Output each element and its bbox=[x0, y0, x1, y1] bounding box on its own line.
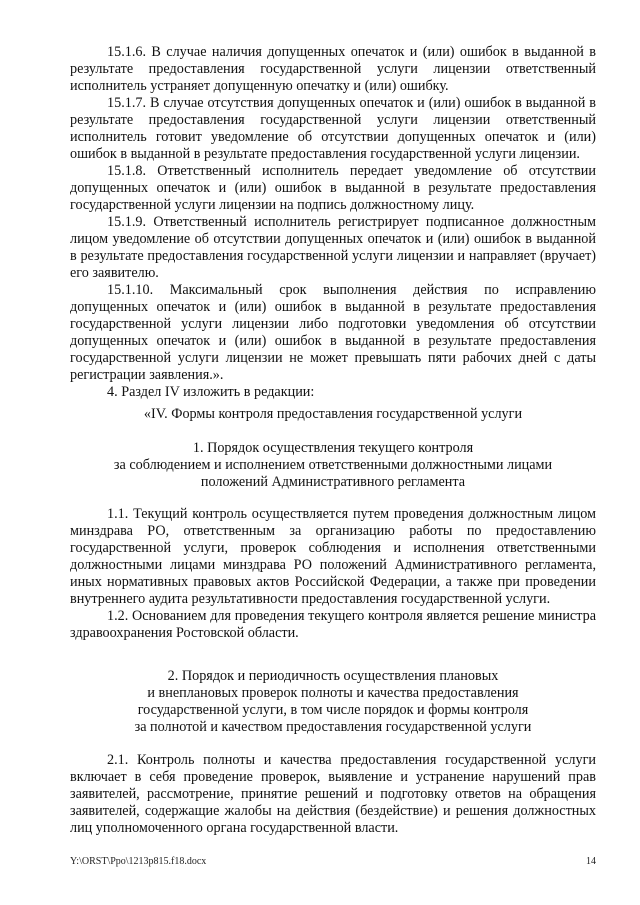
section-iv-heading bbox=[70, 406, 596, 423]
paragraph-1-1: 1.1. Текущий контроль осуществляется путем проведения должностным лицом минздрава РО, ответственным за организацию работы по предоставлению государственной услуги, проверок соблюдения и исполнения ответственными должностными лицами минздрава РО положений Административного регламента, иных нормативных правовых актов Российской Федерации, а также при проведении внутреннего аудита результативности предоставления государственной услуги. bbox=[70, 506, 596, 607]
subsection-1-body bbox=[70, 506, 596, 642]
paragraph-4: 4. Раздел IV изложить в редакции: bbox=[107, 384, 315, 400]
subsection-1-line-1: 1. Порядок осуществления текущего контроля bbox=[192, 440, 474, 456]
paragraph-15-1-9: 15.1.9. Ответственный исполнитель регистрирует подписанное должностным лицом уведомление об отсутствии допущенных опечаток и (или) ошибок в выданной в результате предоставления государственной услуги лицензии и направляет (вручает) его заявителю. bbox=[70, 214, 596, 281]
paragraph-15-1-6: 15.1.6. В случае наличия допущенных опечаток и (или) ошибок в выданной в результате предоставления государственной услуги лицензии ответственный исполнитель устраняет допущенную опечатку и (или) ошибку. bbox=[70, 44, 596, 94]
subsection-1-line-2: за соблюдением и исполнением ответственными должностными лицами bbox=[113, 457, 553, 473]
page-number: 14 bbox=[586, 856, 596, 867]
subsection-2-heading bbox=[70, 668, 596, 736]
subsection-2-line-3: государственной услуги, в том числе порядок и формы контроля bbox=[137, 702, 529, 718]
file-path: Y:\ORST\Ppo\1213p815.f18.docx bbox=[70, 856, 207, 867]
body-text-top bbox=[70, 44, 596, 401]
paragraph-2-1: 2.1. Контроль полноты и качества предоставления государственной услуги включает в себя проведение проверок, выявление и устранение нарушений прав заявителей, рассмотрение, принятие решений и подготовку ответов на обращения заявителей, содержащие жалобы на действия (бездействие) и решения должностных лиц уполномоченного органа государственной власти. bbox=[70, 752, 596, 836]
paragraph-15-1-10: 15.1.10. Максимальный срок выполнения действия по исправлению допущенных опечаток и (или) ошибок в выданной в результате предоставления государственной услуги лицензии либо подготовки уведомления об отсутствии допущенных опечаток и (или) ошибок в выданной в результате предоставления государственной услуги лицензии не может превышать пяти рабочих дней с даты регистрации заявления.». bbox=[70, 282, 596, 383]
subsection-2-line-1: 2. Порядок и периодичность осуществления плановых bbox=[167, 668, 499, 684]
subsection-2-body bbox=[70, 752, 596, 837]
paragraph-1-2: 1.2. Основанием для проведения текущего контроля является решение министра здравоохранения Ростовской области. bbox=[70, 608, 596, 641]
section-title: «IV. Формы контроля предоставления государственной услуги bbox=[143, 406, 523, 422]
subsection-1-line-3: положений Административного регламента bbox=[200, 474, 466, 490]
paragraph-15-1-7: 15.1.7. В случае отсутствия допущенных опечаток и (или) ошибок в выданной в результате предоставления государственной услуги лицензии ответственный исполнитель готовит уведомление об отсутствии допущенных опечаток и (или) ошибок в выданной в результате предоставления государственной услуги лицензии. bbox=[70, 95, 596, 162]
paragraph-15-1-8: 15.1.8. Ответственный исполнитель передает уведомление об отсутствии допущенных опечаток и (или) ошибок в выданной в результате предоставления государственной услуги лицензии на подпись должностному лицу. bbox=[70, 163, 596, 213]
subsection-2-line-4: за полнотой и качеством предоставления государственной услуги bbox=[134, 719, 532, 735]
subsection-2-line-2: и внеплановых проверок полноты и качества предоставления bbox=[147, 685, 519, 701]
subsection-1-heading bbox=[70, 440, 596, 491]
